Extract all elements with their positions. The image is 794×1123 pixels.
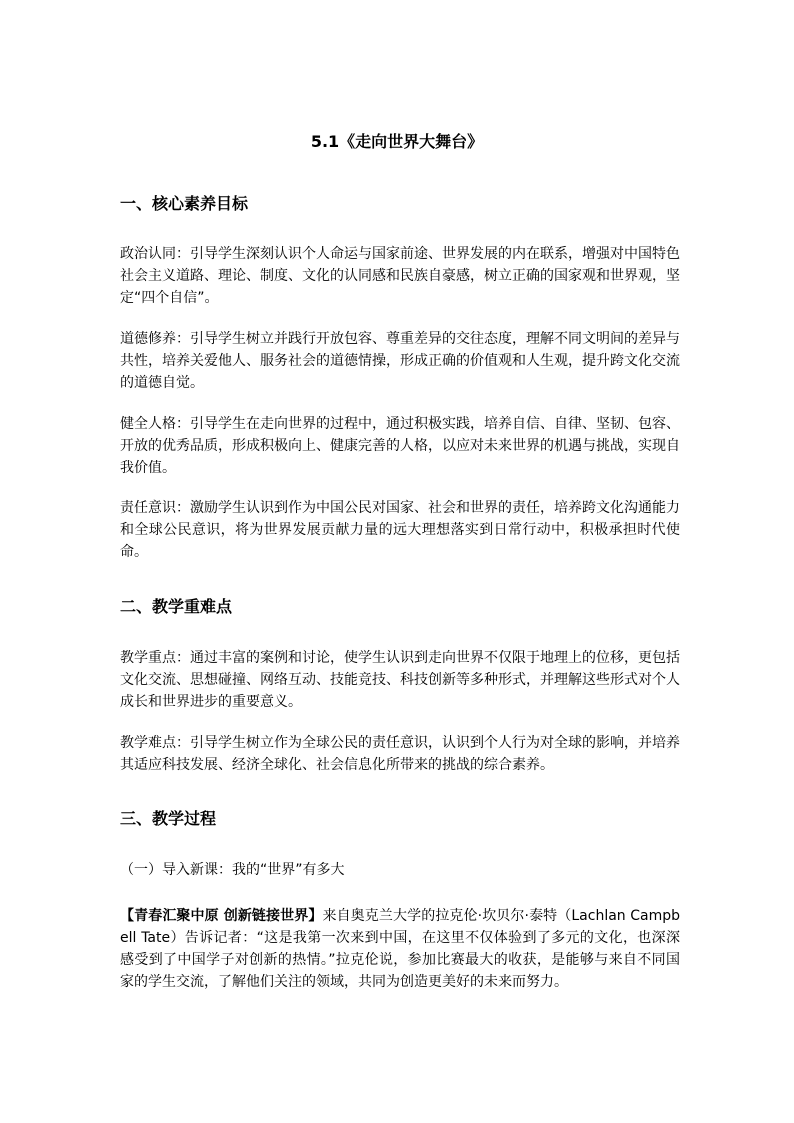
sub-heading-lesson-intro: （一）导入新课：我的“世界”有多大 — [120, 862, 345, 878]
paragraph-teaching-focus: 教学重点：通过丰富的案例和讨论，使学生认识到走向世界不仅限于地理上的位移，更包括文化交流、思想碰撞、网络互动、技能竞技、科技创新等多种形式，并理解这些形式对个人成长和世界进步的重要意义。 — [120, 650, 680, 710]
section-heading-key-points: 二、教学重难点 — [120, 597, 233, 616]
paragraph-teaching-difficulty: 教学难点：引导学生树立作为全球公民的责任意识，认识到个人行为对全球的影响，并培养其适应科技发展、经济全球化、社会信息化所带来的挑战的综合素养。 — [120, 735, 680, 773]
paragraph-political-identity: 政治认同：引导学生深刻认识个人命运与国家前途、世界发展的内在联系，增强对中国特色社会主义道路、理论、制度、文化的认同感和民族自豪感，树立正确的国家观和世界观，坚定“四个自信”。 — [120, 246, 680, 306]
section-heading-teaching-process: 三、教学过程 — [120, 809, 217, 828]
paragraph-sound-personality: 健全人格：引导学生在走向世界的过程中，通过积极实践，培养自信、自律、坚韧、包容、开放的优秀品质，形成积极向上、健康完善的人格，以应对未来世界的机遇与挑战，实现自我价值。 — [120, 416, 680, 476]
paragraph-responsibility: 责任意识：激励学生认识到作为中国公民对国家、社会和世界的责任，培养跨文化沟通能力和全球公民意识，将为世界发展贡献力量的远大理想落实到日常行动中，积极承担时代使命。 — [120, 500, 680, 560]
paragraph-story — [120, 905, 680, 993]
story-lead: 【青春汇聚中原 创新链接世界】 — [120, 908, 323, 924]
paragraph-moral-cultivation: 道德修养：引导学生树立并践行开放包容、尊重差异的交往态度，理解不同文明间的差异与共性，培养关爱他人、服务社会的道德情操，形成正确的价值观和人生观，提升跨文化交流的道德自觉。 — [120, 331, 680, 391]
section-heading-core-goals: 一、核心素养目标 — [120, 194, 249, 213]
story-text: 来自奥克兰大学的拉克伦·坎贝尔·泰特（Lachlan Campbell Tate）告诉记者：“这是我第一次来到中国，在这里不仅体验到了多元的文化，也深深感受到了中国学子对创新的热情。”拉克伦说，参加比赛最大的收获，是能够与来自不同国家的学生交流，了解他们关注的领域，共同为创造更美好的未来而努力。 — [120, 908, 680, 990]
document-title: 5.1《走向世界大舞台》 — [310, 132, 484, 151]
